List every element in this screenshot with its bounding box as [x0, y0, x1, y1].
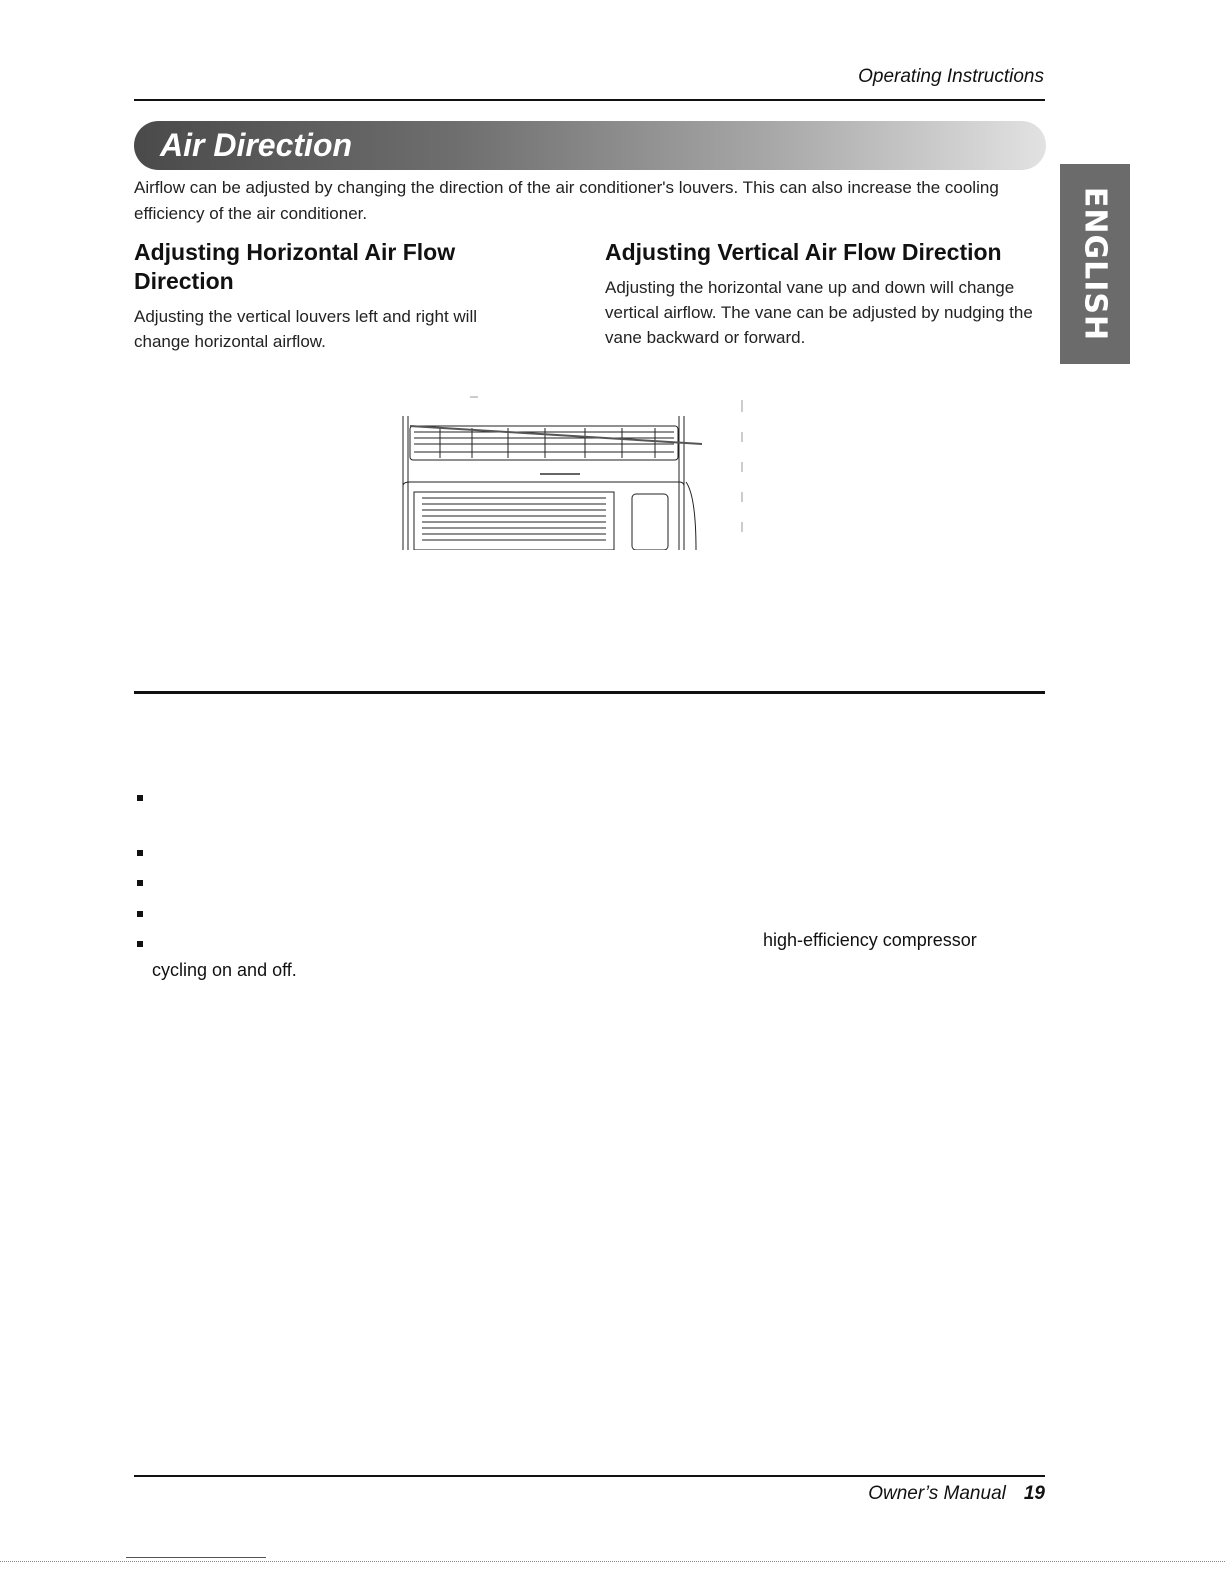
- page-footer: [868, 1483, 1045, 1505]
- horizontal-airflow-section: [134, 238, 554, 354]
- section-divider: [134, 691, 1045, 694]
- air-conditioner-illustration: [400, 386, 746, 550]
- horizontal-heading-line2: Direction: [134, 268, 234, 294]
- bottom-link-line: [126, 1557, 266, 1558]
- vertical-airflow-section: [605, 238, 1050, 350]
- bullet-marker-3: [137, 880, 143, 886]
- footer-rule: [134, 1475, 1045, 1477]
- banner-title: Air Direction: [160, 127, 353, 163]
- intro-paragraph: Airflow can be adjusted by changing the direction of the air conditioner's louvers. This can also increase the cooling efficiency of the air conditioner.: [134, 178, 999, 223]
- header-rule: [134, 99, 1045, 101]
- bullet-5-continuation: cycling on and off.: [152, 960, 297, 980]
- vertical-airflow-heading: Adjusting Vertical Air Flow Direction: [605, 239, 1002, 265]
- bullet-marker-5: [137, 941, 143, 947]
- horizontal-airflow-heading: [134, 238, 554, 296]
- horizontal-airflow-text: Adjusting the vertical louvers left and right will change horizontal airflow.: [134, 307, 477, 351]
- bottom-dotted-line: [0, 1561, 1225, 1562]
- language-tab: [1060, 164, 1130, 364]
- page-number: 19: [1023, 1483, 1045, 1504]
- bullet-5-text-tail: high-efficiency compressor: [763, 930, 977, 950]
- manual-title: Owner’s Manual: [868, 1483, 1006, 1504]
- section-header: Operating Instructions: [858, 66, 1044, 87]
- bullet-marker-1: [137, 795, 143, 801]
- bullet-marker-4: [137, 911, 143, 917]
- language-label: ENGLISH: [1077, 186, 1113, 342]
- bullet-marker-2: [137, 850, 143, 856]
- section-banner: [134, 121, 1046, 170]
- vertical-airflow-text: Adjusting the horizontal vane up and down will change vertical airflow. The vane can be adjusted by nudging the vane backward or forward.: [605, 278, 1033, 347]
- horizontal-heading-line1: Adjusting Horizontal Air Flow: [134, 239, 456, 265]
